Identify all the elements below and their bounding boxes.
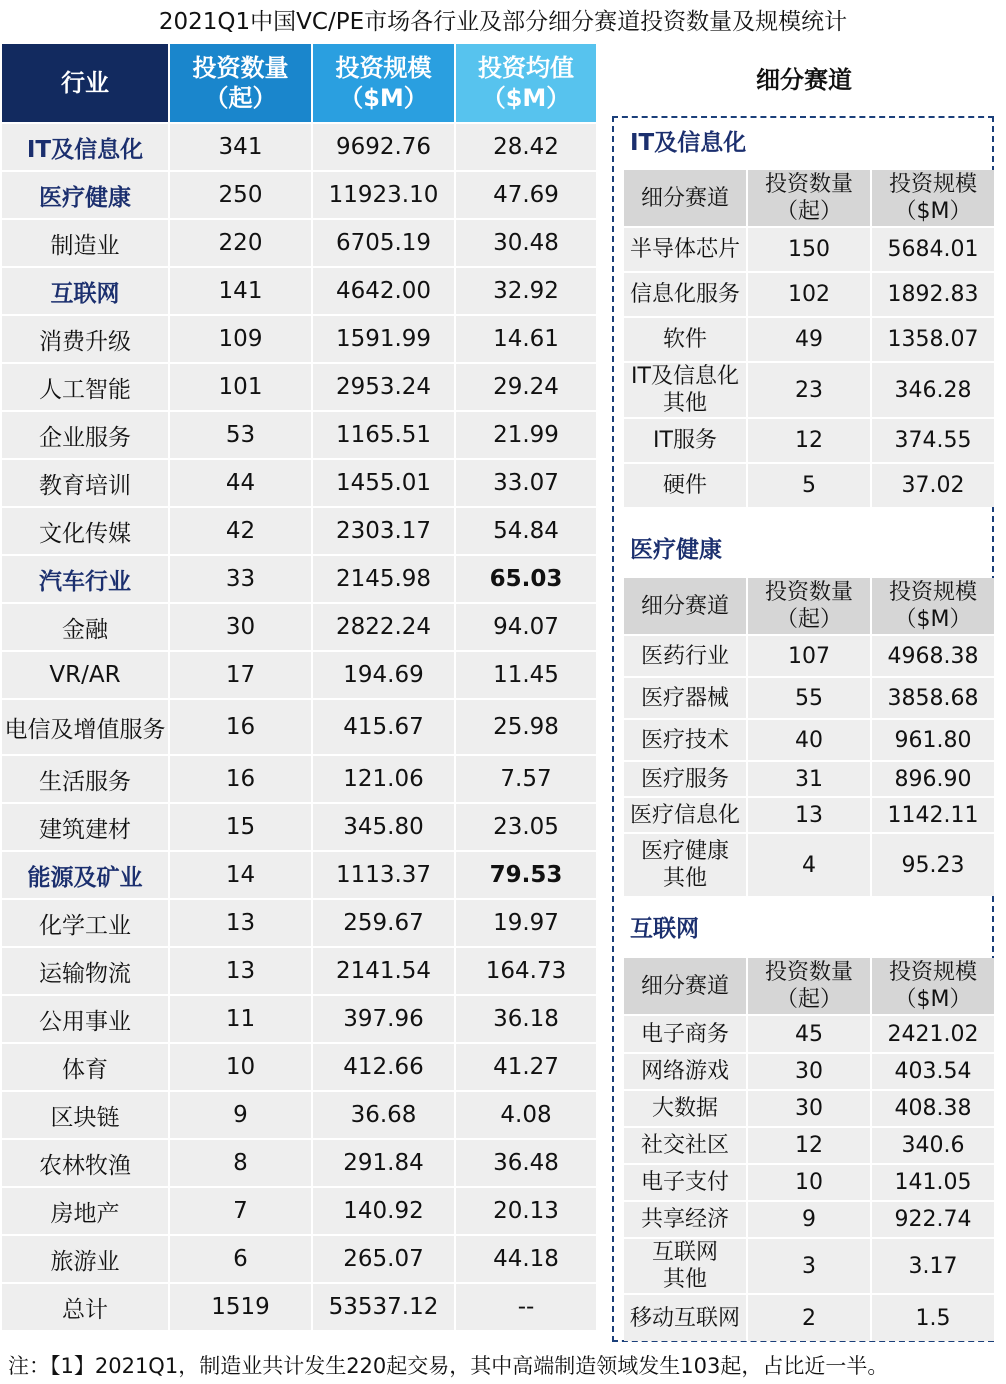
investment-count: 44 — [170, 458, 313, 506]
investment-count: 6 — [170, 1234, 313, 1282]
subtrack-size: 346.28 — [872, 361, 994, 417]
subtrack-size: 408.38 — [872, 1089, 994, 1126]
subtrack-header-row — [624, 170, 994, 226]
subtrack-header-track: 细分赛道 — [624, 578, 748, 634]
footnote: 注：【1】2021Q1，制造业共计发生220起交易，其中高端制造领域发生103起，占比近一半。 — [8, 1354, 889, 1378]
investment-avg: 164.73 — [456, 946, 596, 994]
subtrack-name: IT服务 — [624, 417, 748, 462]
industry-name: 企业服务 — [2, 410, 170, 458]
industry-name: 旅游业 — [2, 1234, 170, 1282]
industry-name: 金融 — [2, 602, 170, 650]
subtrack-row — [624, 796, 994, 832]
industry-name: 公用事业 — [2, 994, 170, 1042]
investment-avg: 36.18 — [456, 994, 596, 1042]
investment-count: 8 — [170, 1138, 313, 1186]
subtrack-size: 4968.38 — [872, 634, 994, 676]
investment-size: 121.06 — [313, 754, 456, 802]
investment-avg: 47.69 — [456, 170, 596, 218]
subtrack-count: 102 — [748, 271, 872, 316]
industry-name: 房地产 — [2, 1186, 170, 1234]
subtrack-size: 961.80 — [872, 718, 994, 760]
subtrack-count: 107 — [748, 634, 872, 676]
investment-avg: 41.27 — [456, 1042, 596, 1090]
investment-avg: 7.57 — [456, 754, 596, 802]
subtrack-size: 374.55 — [872, 417, 994, 462]
subtrack-count: 30 — [748, 1089, 872, 1126]
investment-size: 2822.24 — [313, 602, 456, 650]
investment-count: 13 — [170, 898, 313, 946]
investment-count: 53 — [170, 410, 313, 458]
investment-size: 6705.19 — [313, 218, 456, 266]
total-label: 总计 — [2, 1282, 170, 1330]
investment-count: 10 — [170, 1042, 313, 1090]
investment-count: 141 — [170, 266, 313, 314]
table-row — [2, 458, 596, 506]
subtrack-table-it — [624, 170, 994, 507]
subtrack-name: IT及信息化 其他 — [624, 361, 748, 417]
table-row — [2, 1186, 596, 1234]
investment-avg: 94.07 — [456, 602, 596, 650]
subtrack-header-track: 细分赛道 — [624, 170, 748, 226]
subtrack-header-count: 投资数量 （起） — [748, 170, 872, 226]
subtrack-row — [624, 316, 994, 361]
industry-name: 农林牧渔 — [2, 1138, 170, 1186]
investment-avg: 11.45 — [456, 650, 596, 698]
industry-name: 运输物流 — [2, 946, 170, 994]
table-row — [2, 266, 596, 314]
table-row — [2, 506, 596, 554]
subtrack-size: 1.5 — [872, 1293, 994, 1341]
subtrack-row — [624, 832, 994, 896]
subtrack-size: 141.05 — [872, 1163, 994, 1200]
subtrack-header-size: 投资规模 （$M） — [872, 958, 994, 1014]
investment-avg: 65.03 — [456, 554, 596, 602]
investment-avg: 14.61 — [456, 314, 596, 362]
table-row — [2, 754, 596, 802]
investment-count: 33 — [170, 554, 313, 602]
investment-avg: 54.84 — [456, 506, 596, 554]
total-avg: -- — [456, 1282, 596, 1330]
subtrack-count: 4 — [748, 832, 872, 896]
investment-count: 250 — [170, 170, 313, 218]
investment-size: 140.92 — [313, 1186, 456, 1234]
subtrack-size: 896.90 — [872, 760, 994, 796]
subtrack-count: 5 — [748, 462, 872, 507]
subtrack-size: 2421.02 — [872, 1014, 994, 1052]
subtrack-header-row — [624, 958, 994, 1014]
investment-count: 220 — [170, 218, 313, 266]
industry-name: 医疗健康 — [2, 170, 170, 218]
subtrack-name: 医疗器械 — [624, 676, 748, 718]
table-row — [2, 802, 596, 850]
subtrack-name: 医疗健康 其他 — [624, 832, 748, 896]
subtrack-name: 移动互联网 — [624, 1293, 748, 1341]
total-size: 53537.12 — [313, 1282, 456, 1330]
investment-size: 412.66 — [313, 1042, 456, 1090]
investment-avg: 4.08 — [456, 1090, 596, 1138]
table-row — [2, 1138, 596, 1186]
investment-count: 30 — [170, 602, 313, 650]
subtrack-row — [624, 718, 994, 760]
subtrack-header-count: 投资数量 （起） — [748, 578, 872, 634]
table-row — [2, 362, 596, 410]
subtrack-count: 10 — [748, 1163, 872, 1200]
total-row — [2, 1282, 596, 1330]
subtrack-size: 340.6 — [872, 1126, 994, 1163]
subtrack-name: 医疗信息化 — [624, 796, 748, 832]
industry-name: 消费升级 — [2, 314, 170, 362]
subtrack-count: 30 — [748, 1052, 872, 1089]
subtrack-row — [624, 1089, 994, 1126]
header-industry: 行业 — [2, 44, 170, 122]
investment-avg: 20.13 — [456, 1186, 596, 1234]
industry-name: 汽车行业 — [2, 554, 170, 602]
table-row — [2, 410, 596, 458]
investment-size: 4642.00 — [313, 266, 456, 314]
table-row — [2, 554, 596, 602]
table-row — [2, 1042, 596, 1090]
investment-avg: 28.42 — [456, 122, 596, 170]
table-row — [2, 850, 596, 898]
investment-size: 2953.24 — [313, 362, 456, 410]
subtrack-size: 922.74 — [872, 1200, 994, 1237]
subtrack-count: 3 — [748, 1237, 872, 1293]
investment-size: 194.69 — [313, 650, 456, 698]
subtrack-count: 49 — [748, 316, 872, 361]
investment-avg: 44.18 — [456, 1234, 596, 1282]
investment-count: 17 — [170, 650, 313, 698]
table-row — [2, 1090, 596, 1138]
investment-count: 14 — [170, 850, 313, 898]
investment-size: 1591.99 — [313, 314, 456, 362]
subtrack-header-count: 投资数量 （起） — [748, 958, 872, 1014]
table-row — [2, 650, 596, 698]
investment-avg: 25.98 — [456, 698, 596, 754]
subtrack-row — [624, 1200, 994, 1237]
industry-name: 电信及增值服务 — [2, 698, 170, 754]
investment-count: 42 — [170, 506, 313, 554]
investment-count: 16 — [170, 698, 313, 754]
investment-count: 13 — [170, 946, 313, 994]
subtrack-name: 医疗技术 — [624, 718, 748, 760]
subtrack-name: 社交社区 — [624, 1126, 748, 1163]
subtrack-name: 硬件 — [624, 462, 748, 507]
subtrack-name: 网络游戏 — [624, 1052, 748, 1089]
investment-count: 16 — [170, 754, 313, 802]
investment-avg: 30.48 — [456, 218, 596, 266]
subtrack-size: 1892.83 — [872, 271, 994, 316]
subtrack-name: 医疗服务 — [624, 760, 748, 796]
subtrack-row — [624, 760, 994, 796]
subtrack-name: 互联网 其他 — [624, 1237, 748, 1293]
subtrack-size: 5684.01 — [872, 226, 994, 271]
subtrack-title: 细分赛道 — [756, 66, 852, 94]
investment-avg: 29.24 — [456, 362, 596, 410]
industry-name: 生活服务 — [2, 754, 170, 802]
subtrack-name: 信息化服务 — [624, 271, 748, 316]
investment-size: 36.68 — [313, 1090, 456, 1138]
subtrack-size: 1142.11 — [872, 796, 994, 832]
investment-count: 9 — [170, 1090, 313, 1138]
total-count: 1519 — [170, 1282, 313, 1330]
header-avg: 投资均值 （$M） — [456, 44, 596, 122]
investment-avg: 33.07 — [456, 458, 596, 506]
subtrack-name: 大数据 — [624, 1089, 748, 1126]
investment-avg: 21.99 — [456, 410, 596, 458]
investment-avg: 32.92 — [456, 266, 596, 314]
subtrack-row — [624, 1237, 994, 1293]
investment-size: 415.67 — [313, 698, 456, 754]
subtrack-size: 1358.07 — [872, 316, 994, 361]
investment-count: 341 — [170, 122, 313, 170]
subtrack-header-size: 投资规模 （$M） — [872, 170, 994, 226]
industry-table-header — [2, 44, 596, 122]
subtrack-table-internet — [624, 958, 994, 1341]
subtrack-name: 半导体芯片 — [624, 226, 748, 271]
industry-name: 体育 — [2, 1042, 170, 1090]
investment-avg: 23.05 — [456, 802, 596, 850]
subtrack-count: 23 — [748, 361, 872, 417]
table-row — [2, 946, 596, 994]
investment-size: 1455.01 — [313, 458, 456, 506]
industry-name: 互联网 — [2, 266, 170, 314]
subtrack-count: 9 — [748, 1200, 872, 1237]
subtrack-size: 95.23 — [872, 832, 994, 896]
investment-count: 11 — [170, 994, 313, 1042]
subtrack-count: 2 — [748, 1293, 872, 1341]
investment-count: 15 — [170, 802, 313, 850]
investment-size: 9692.76 — [313, 122, 456, 170]
investment-size: 345.80 — [313, 802, 456, 850]
subtrack-count: 40 — [748, 718, 872, 760]
subtrack-size: 37.02 — [872, 462, 994, 507]
section-title-internet: 互联网 — [630, 916, 699, 942]
subtrack-count: 45 — [748, 1014, 872, 1052]
subtrack-name: 软件 — [624, 316, 748, 361]
investment-size: 265.07 — [313, 1234, 456, 1282]
subtrack-header-size: 投资规模 （$M） — [872, 578, 994, 634]
subtrack-row — [624, 462, 994, 507]
subtrack-row — [624, 361, 994, 417]
section-title-medical: 医疗健康 — [630, 537, 722, 563]
subtrack-row — [624, 1052, 994, 1089]
investment-size: 397.96 — [313, 994, 456, 1042]
subtrack-count: 55 — [748, 676, 872, 718]
investment-count: 7 — [170, 1186, 313, 1234]
subtrack-count: 31 — [748, 760, 872, 796]
industry-name: IT及信息化 — [2, 122, 170, 170]
subtrack-count: 12 — [748, 1126, 872, 1163]
table-row — [2, 122, 596, 170]
industry-name: 制造业 — [2, 218, 170, 266]
subtrack-size: 3858.68 — [872, 676, 994, 718]
subtrack-row — [624, 1014, 994, 1052]
investment-size: 11923.10 — [313, 170, 456, 218]
subtrack-row — [624, 417, 994, 462]
page-title: 2021Q1中国VC/PE市场各行业及部分细分赛道投资数量及规模统计 — [158, 9, 848, 35]
subtrack-row — [624, 634, 994, 676]
table-row — [2, 1234, 596, 1282]
subtrack-size: 403.54 — [872, 1052, 994, 1089]
industry-name: VR/AR — [2, 650, 170, 698]
table-row — [2, 698, 596, 754]
subtrack-row — [624, 1293, 994, 1341]
section-title-it: IT及信息化 — [630, 130, 747, 156]
subtrack-count: 13 — [748, 796, 872, 832]
investment-count: 109 — [170, 314, 313, 362]
industry-name: 能源及矿业 — [2, 850, 170, 898]
header-size: 投资规模 （$M） — [313, 44, 456, 122]
investment-size: 2141.54 — [313, 946, 456, 994]
table-row — [2, 218, 596, 266]
header-count: 投资数量 （起） — [170, 44, 313, 122]
subtrack-name: 电子支付 — [624, 1163, 748, 1200]
subtrack-count: 12 — [748, 417, 872, 462]
subtrack-row — [624, 1126, 994, 1163]
industry-name: 区块链 — [2, 1090, 170, 1138]
subtrack-name: 共享经济 — [624, 1200, 748, 1237]
investment-count: 101 — [170, 362, 313, 410]
industry-name: 文化传媒 — [2, 506, 170, 554]
investment-size: 2145.98 — [313, 554, 456, 602]
table-row — [2, 602, 596, 650]
industry-name: 人工智能 — [2, 362, 170, 410]
subtrack-name: 医药行业 — [624, 634, 748, 676]
investment-avg: 36.48 — [456, 1138, 596, 1186]
investment-avg: 79.53 — [456, 850, 596, 898]
table-row — [2, 170, 596, 218]
subtrack-count: 150 — [748, 226, 872, 271]
subtrack-size: 3.17 — [872, 1237, 994, 1293]
subtrack-header-row — [624, 578, 994, 634]
subtrack-table-medical — [624, 578, 994, 896]
industry-name: 教育培训 — [2, 458, 170, 506]
investment-size: 1165.51 — [313, 410, 456, 458]
industry-name: 化学工业 — [2, 898, 170, 946]
subtrack-name: 电子商务 — [624, 1014, 748, 1052]
investment-size: 1113.37 — [313, 850, 456, 898]
industry-name: 建筑建材 — [2, 802, 170, 850]
subtrack-row — [624, 271, 994, 316]
investment-size: 291.84 — [313, 1138, 456, 1186]
subtrack-row — [624, 1163, 994, 1200]
table-row — [2, 898, 596, 946]
investment-size: 2303.17 — [313, 506, 456, 554]
industry-table — [2, 44, 596, 1330]
investment-avg: 19.97 — [456, 898, 596, 946]
investment-size: 259.67 — [313, 898, 456, 946]
table-row — [2, 314, 596, 362]
subtrack-row — [624, 676, 994, 718]
table-row — [2, 994, 596, 1042]
subtrack-row — [624, 226, 994, 271]
subtrack-header-track: 细分赛道 — [624, 958, 748, 1014]
